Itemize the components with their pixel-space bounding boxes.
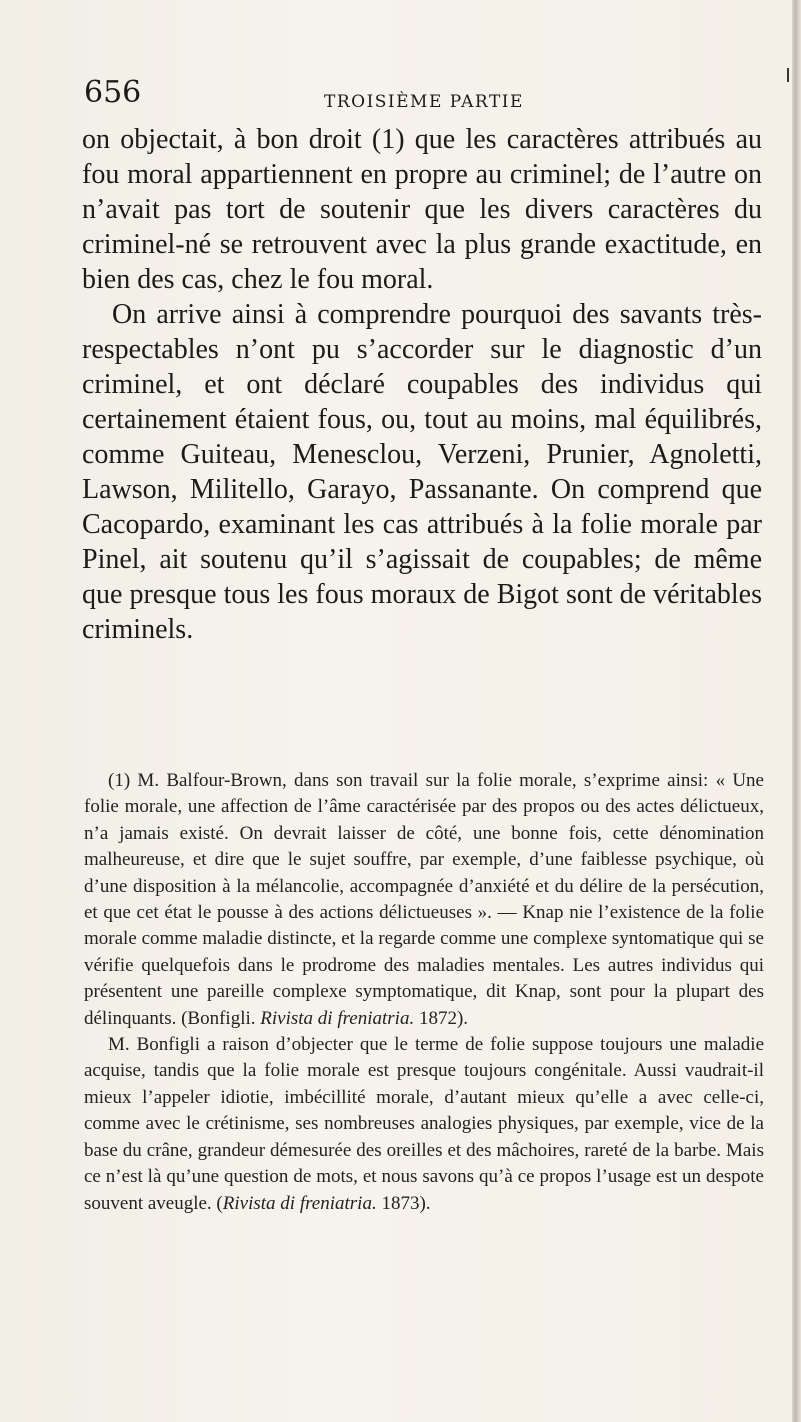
footnote-2-year: 1873). xyxy=(381,1192,431,1214)
footnote-2 xyxy=(84,1032,764,1217)
footnote-1-text: (1) M. Balfour-Brown, dans son travail sur la folie morale, s’exprime ainsi: « Une folie morale, une affection de l’âme caractérisée par des propos ou des actes délictueux, n’a jamais existé. On devrait laisser de côté, une bonne fois, cette dénomination malheureuse, et dire que le sujet souffre, par exemple, d’une faiblesse psychique, où d’une disposition à la mélancolie, accompagnée d’anxiété et du délire de la persécution, et que cet état le pousse à des actions délictueuses ». — Knap nie l’existence de la folie morale comme maladie distincte, et la regarde comme une complexe syntomatique qui se vérifie quelquefois dans le prodrome des maladies mentales. Les autres individus qui présentent une pareille complexe symptomatique, dit Knap, sont pour la plupart des délinquants. (Bonfigli. xyxy=(84,770,764,1029)
page-binding-edge xyxy=(792,0,801,1422)
running-title: TROISIÈME PARTIE xyxy=(324,92,524,112)
page-number: 656 xyxy=(84,75,142,110)
main-text xyxy=(82,122,762,647)
footnote-2-text: M. Bonfigli a raison d’objecter que le terme de folie suppose toujours une maladie acquise, tandis que la folie morale est presque toujours congénitale. Aussi vaudrait-il mieux l’appeler idiotie, imbécillité morale, d’autant mieux qu’elle a avec celle-ci, comme avec le crétinisme, ses nombreuses analogies physiques, par exemple, vice de la base du crâne, grandeur démesurée des oreilles et des mâchoires, rareté de la barbe. Mais ce n’est là qu’une question de mots, et nous savons qu’à ce propos l’usage est un despote souvent aveugle. ( xyxy=(84,1034,764,1214)
footnote-1 xyxy=(84,768,764,1032)
paragraph-2: On arrive ainsi à comprendre pourquoi des savants très-respectables n’ont pu s’accorder sur le diagnostic d’un criminel, et ont déclaré coupables des individus qui certainement étaient fous, ou, tout au moins, mal équilibrés, comme Guiteau, Menesclou, Verzeni, Prunier, Agnoletti, Lawson, Militello, Garayo, Passanante. On comprend que Cacopardo, examinant les cas attribués à la folie morale par Pinel, ait soutenu qu’il s’agissait de coupables; de même que presque tous les fous moraux de Bigot sont de véritables criminels. xyxy=(82,299,762,645)
paragraph-1: on objectait, à bon droit (1) que les caractères attribués au fou moral appartiennent en propre au criminel; de l’autre on n’avait pas tort de soutenir que les divers caractères du criminel-né se retrouvent avec la plus grande exactitude, en bien des cas, chez le fou moral. xyxy=(82,124,762,295)
footnote-1-journal: Rivista di freniatria. xyxy=(260,1007,415,1029)
footnote-1-year: 1872). xyxy=(418,1007,469,1029)
edge-mark xyxy=(787,68,789,82)
footnote-2-journal: Rivista di freniatria. xyxy=(222,1192,377,1214)
footnotes xyxy=(84,768,764,1217)
